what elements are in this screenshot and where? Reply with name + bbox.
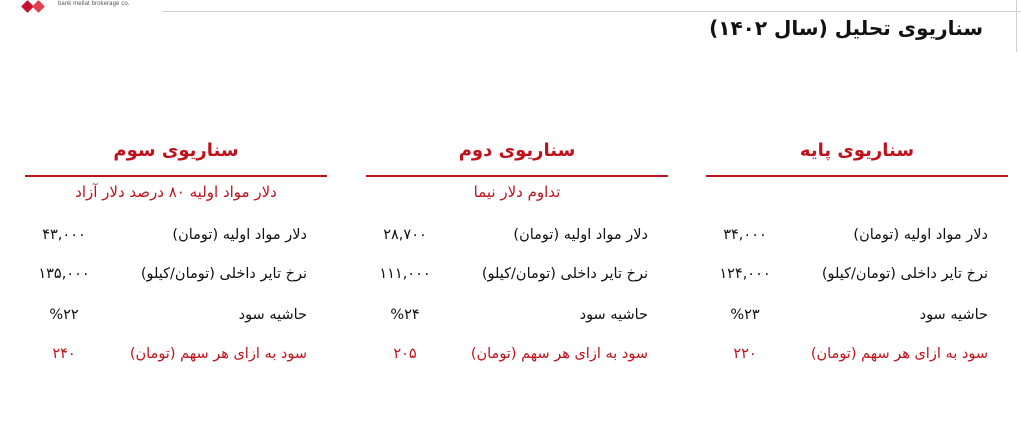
- row-label: سود به ازای هر سهم (تومان): [810, 346, 988, 362]
- scenario-column-base: [706, 130, 1008, 390]
- table-row: [25, 307, 327, 329]
- table-row: [25, 346, 327, 368]
- row-value: ۲۸,۷۰۰: [383, 227, 427, 243]
- row-value: ۲۴۰: [52, 346, 76, 362]
- table-row: [366, 346, 668, 368]
- page-title: سناریوی تحلیل (سال ۱۴۰۲): [709, 16, 983, 40]
- row-value: ۳۴,۰۰۰: [723, 227, 767, 243]
- row-label: سود به ازای هر سهم (تومان): [470, 346, 648, 362]
- top-divider: [162, 11, 1021, 12]
- row-label: نرخ تایر داخلی (تومان/کیلو): [481, 266, 648, 282]
- scenario-note: تداوم دلار نیما: [473, 183, 561, 201]
- scenario-title: سناریوی سوم: [113, 140, 239, 161]
- scenario-title: سناریوی پایه: [799, 140, 915, 161]
- scenario-note: دلار مواد اولیه ۸۰ درصد دلار آزاد: [75, 183, 277, 201]
- row-value: %۲۳: [730, 307, 760, 323]
- table-row: [366, 307, 668, 329]
- row-label: دلار مواد اولیه (تومان): [853, 227, 988, 243]
- top-bar: [0, 0, 1021, 14]
- table-row: [25, 227, 327, 249]
- brokerage-logo-icon: [22, 0, 46, 14]
- row-label: حاشیه سود: [238, 307, 307, 323]
- row-label: دلار مواد اولیه (تومان): [172, 227, 307, 243]
- row-label: دلار مواد اولیه (تومان): [513, 227, 648, 243]
- side-divider: [1016, 0, 1017, 52]
- row-value: ۱۱۱,۰۰۰: [379, 266, 431, 282]
- row-value: ۴۳,۰۰۰: [42, 227, 86, 243]
- row-value: ۱۳۵,۰۰۰: [38, 266, 90, 282]
- row-label: نرخ تایر داخلی (تومان/کیلو): [821, 266, 988, 282]
- brand-name: bank mellat brokerage co.: [58, 1, 130, 7]
- row-value: ۱۲۴,۰۰۰: [719, 266, 771, 282]
- table-row: [25, 266, 327, 288]
- row-value: %۲۲: [49, 307, 79, 323]
- table-row: [706, 266, 1008, 288]
- table-row: [706, 227, 1008, 249]
- row-value: %۲۴: [390, 307, 420, 323]
- row-value: ۲۲۰: [733, 346, 757, 362]
- table-row: [706, 346, 1008, 368]
- scenario-column-second: [366, 130, 668, 390]
- scenario-divider: [706, 175, 1008, 177]
- row-label: حاشیه سود: [919, 307, 988, 323]
- table-row: [706, 307, 1008, 329]
- row-label: حاشیه سود: [579, 307, 648, 323]
- row-label: نرخ تایر داخلی (تومان/کیلو): [140, 266, 307, 282]
- row-value: ۲۰۵: [393, 346, 417, 362]
- row-label: سود به ازای هر سهم (تومان): [129, 346, 307, 362]
- scenario-divider: [25, 175, 327, 177]
- scenario-column-third: [25, 130, 327, 390]
- table-row: [366, 227, 668, 249]
- table-row: [366, 266, 668, 288]
- scenario-title: سناریوی دوم: [458, 140, 576, 161]
- scenario-divider: [366, 175, 668, 177]
